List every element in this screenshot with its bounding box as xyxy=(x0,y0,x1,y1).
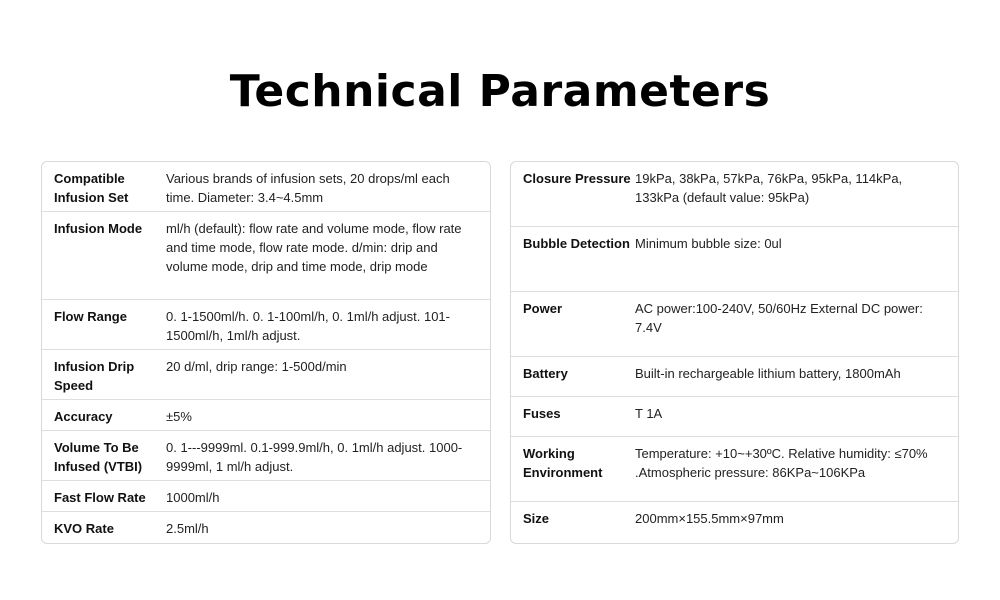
table-row xyxy=(511,502,958,543)
param-label: Compatible Infusion Set xyxy=(54,171,129,205)
param-value: ±5% xyxy=(166,409,192,424)
param-value: 20 d/ml, drip range: 1-500d/min xyxy=(166,359,347,374)
table-row xyxy=(511,437,958,502)
param-value: 200mm×155.5mm×97mm xyxy=(635,511,784,526)
table-row xyxy=(42,300,490,350)
param-label: Battery xyxy=(523,366,568,381)
param-label: Accuracy xyxy=(54,409,113,424)
param-label: KVO Rate xyxy=(54,521,114,536)
param-value: 19kPa, 38kPa, 57kPa, 76kPa, 95kPa, 114kPa, 133kPa (default value: 95kPa) xyxy=(635,171,903,205)
param-label: Fast Flow Rate xyxy=(54,490,146,505)
param-value: Built-in rechargeable lithium battery, 1800mAh xyxy=(635,366,901,381)
param-label: Closure Pressure xyxy=(523,171,631,186)
table-row xyxy=(42,400,490,431)
table-row xyxy=(511,292,958,357)
table-row xyxy=(42,350,490,400)
param-label: Infusion Drip Speed xyxy=(54,359,135,393)
param-label: Size xyxy=(523,511,550,526)
parameters-table-left xyxy=(41,161,491,544)
param-value: 0. 1---9999ml. 0.1-999.9ml/h, 0. 1ml/h adjust. 1000-9999ml, 1 ml/h adjust. xyxy=(166,440,463,474)
table-row xyxy=(42,431,490,481)
table-row xyxy=(42,162,490,212)
param-label: Flow Range xyxy=(54,309,127,324)
page-title: Technical Parameters xyxy=(229,66,771,117)
param-value: Temperature: +10~+30ºC. Relative humidity: ≤70% .Atmospheric pressure: 86KPa~106KPa xyxy=(635,446,928,480)
param-value: 0. 1-1500ml/h. 0. 1-100ml/h, 0. 1ml/h adjust. 101-1500ml/h, 1ml/h adjust. xyxy=(166,309,450,343)
param-label: Infusion Mode xyxy=(54,221,143,236)
table-row xyxy=(42,512,490,543)
table-row xyxy=(511,162,958,227)
param-label: Volume To Be Infused (VTBI) xyxy=(54,440,143,474)
param-label: Working Environment xyxy=(523,446,603,480)
param-value: Minimum bubble size: 0ul xyxy=(635,236,782,251)
param-value: 2.5ml/h xyxy=(166,521,209,536)
param-label: Power xyxy=(523,301,563,316)
parameters-table-right xyxy=(510,161,959,544)
table-row xyxy=(42,212,490,300)
param-value: 1000ml/h xyxy=(166,490,220,505)
param-label: Fuses xyxy=(523,406,561,421)
param-label: Bubble Detection xyxy=(523,236,630,251)
param-value: AC power:100-240V, 50/60Hz External DC power: 7.4V xyxy=(635,301,923,335)
table-row xyxy=(42,481,490,512)
param-value: T 1A xyxy=(635,406,663,421)
param-value: ml/h (default): flow rate and volume mode, flow rate and time mode, flow rate mode. d/min: drip and volume mode, drip and time mode, drip mode xyxy=(166,221,462,274)
param-value: Various brands of infusion sets, 20 drops/ml each time. Diameter: 3.4~4.5mm xyxy=(166,171,450,205)
table-row xyxy=(511,357,958,397)
table-row xyxy=(511,227,958,292)
table-row xyxy=(511,397,958,437)
